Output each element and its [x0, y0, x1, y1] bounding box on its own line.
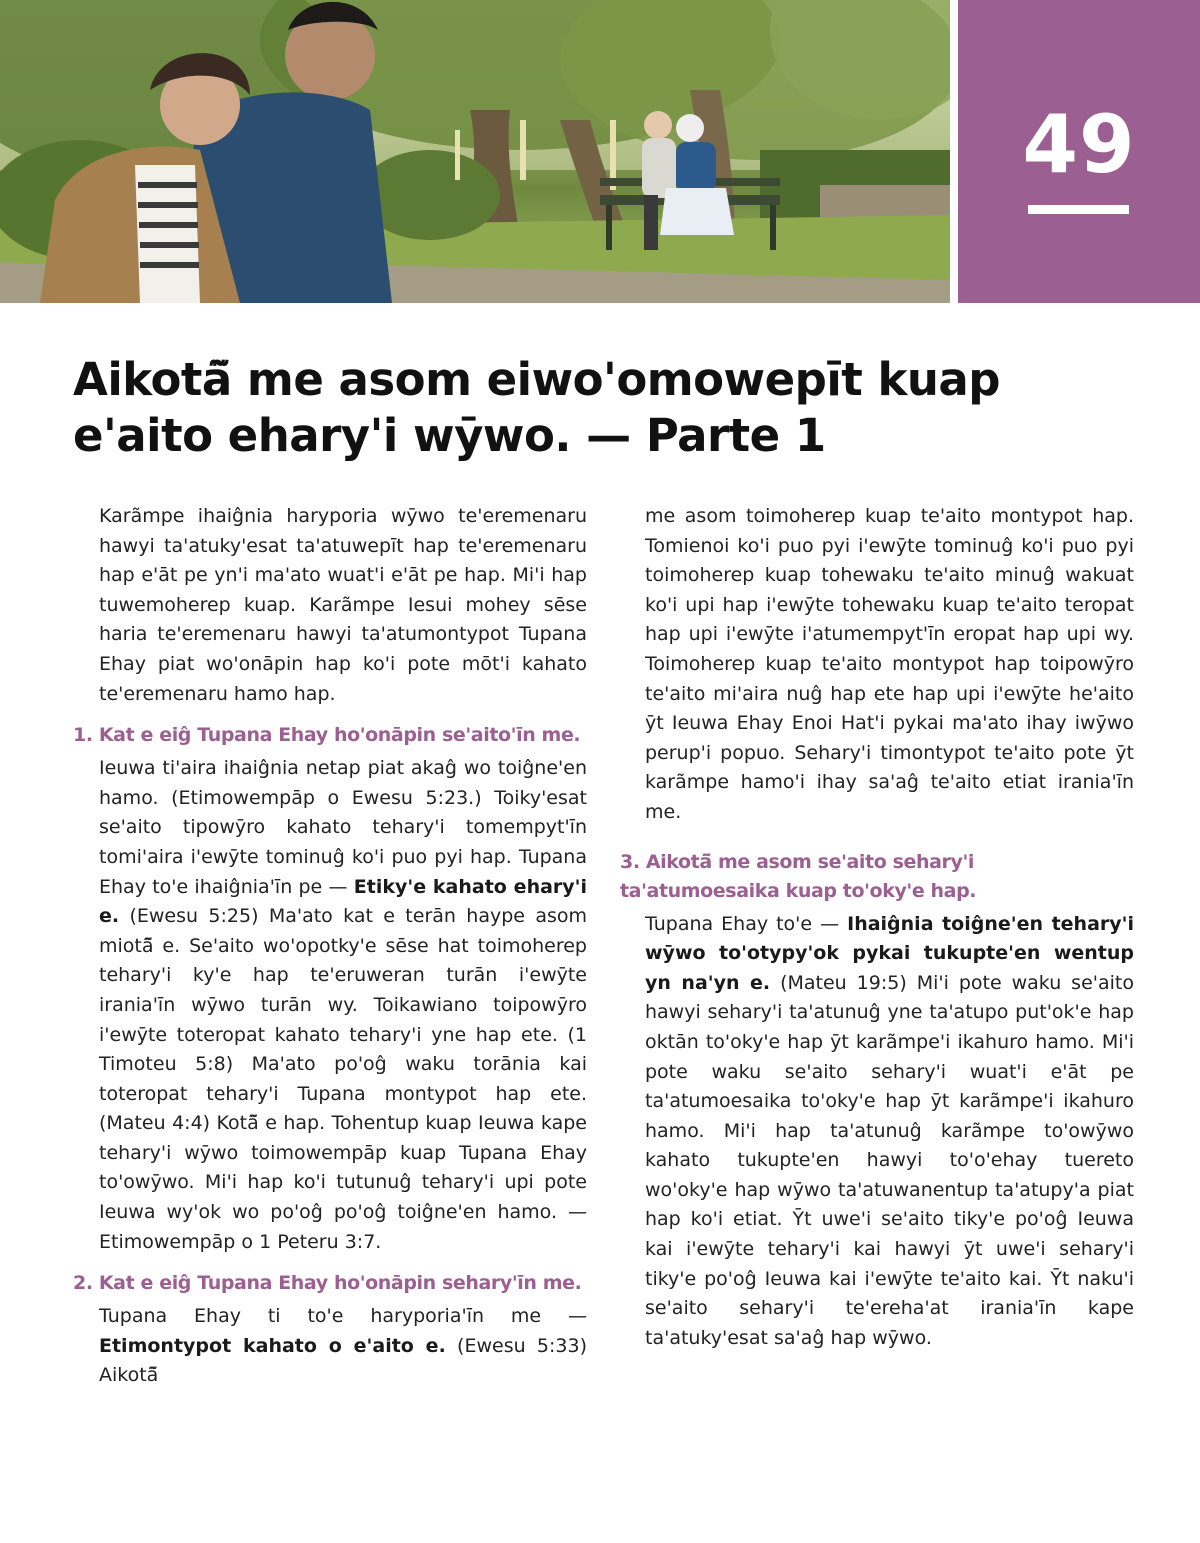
section-2-body-continued: [645, 502, 1134, 828]
page-title: Aikotã̃ me asom eiwo'omowepīt kuap e'aito ehary'i wȳwo. — Parte 1: [73, 353, 1001, 462]
lesson-number-box: [958, 0, 1200, 303]
park-scene-illustration: [0, 0, 950, 303]
section-2-text-b-start: (Ewesu 5:33) Aikotã̃: [99, 1334, 587, 1387]
section-3-text-a: Tupana Ehay to'e —: [645, 912, 840, 935]
left-column: [73, 502, 587, 1391]
section-2-title: Kat e eiĝ Tupana Ehay ho'onāpin sehary'īn me.: [98, 1272, 582, 1295]
intro-paragraph: Karãmpe ihaiĝnia haryporia wȳwo te'eremenaru hawyi ta'atuky'esat ta'atuwepīt hap te'eremenaru hap e'āt pe yn'i ma'ato wuat'i e'āt pe hap. Mi'i hap tuwemoherep kuap. Karãmpe Iesui mohey sēse haria te'eremenaru hawyi ta'atumontypot Tupana Ehay piat wo'onāpin hap ko'i pote mōt'i kahato te'eremenaru hamo hap.: [99, 505, 587, 705]
section-3-title: Aikotã̃ me asom se'aito sehary'i ta'atumoesaika kuap to'oky'e hap.: [620, 850, 977, 902]
section-3-number: 3.: [620, 850, 640, 873]
section-1-title: Kat e eiĝ Tupana Ehay ho'onāpin se'aito'īn me.: [98, 724, 581, 747]
section-2-number: 2.: [73, 1272, 93, 1295]
right-column: [620, 502, 1134, 1353]
section-1-body: [99, 754, 587, 1257]
section-1-text-a: Ieuwa ti'aira ihaiĝnia netap piat akaĝ wo toiĝne'en hamo. (Etimowempāp o Ewesu 5:23.) Toiky'esat se'aito tipowȳro kahato tehary'i tomempyt'īn tomi'aira i'ewȳte tominuĝ ko'i puo pyi hap. Tupana Ehay to'e ihaiĝnia'īn pe —: [99, 757, 587, 898]
lesson-number: 49: [1022, 98, 1136, 191]
section-2-text-a: Tupana Ehay ti to'e haryporia'īn me —: [99, 1305, 587, 1328]
section-3-heading: [620, 848, 1134, 906]
section-3-emphasis: Ihaiĝnia toiĝne'en tehary'i wȳwo to'otypy'ok pykai tukupte'en wentup yn na'yn e.: [645, 912, 1134, 994]
header-photo: [0, 0, 950, 303]
section-1-heading: [73, 721, 587, 750]
section-3-body: [645, 910, 1134, 1354]
section-2-body-start: [99, 1302, 587, 1391]
section-2-emphasis: Etimontypot kahato o e'aito e.: [99, 1334, 446, 1357]
section-3-text-b: (Mateu 19:5) Mi'i pote waku se'aito hawyi sehary'i ta'atunuĝ yne ta'atupo put'ok'e hap oktān to'oky'e hap ȳt karãmpe'i ikahuro hamo. Mi'i pote waku se'aito sehary'i wuat'i e'āt pe ta'atumoesaika to'oky'e hap ȳt karãmpe'i ikahuro hamo. Mi'i hap ta'atunuĝ karãmpe to'owȳwo kahato tukupte'en hawyi to'o'ehay tuereto wo'oky'e hap wȳwo ta'atuwanentup ta'atupy'a piat hap ko'i etiat. Ȳt uwe'i se'aito tiky'e po'oĝ Ieuwa kai i'ewȳte tehary'i kai hawyi ȳt uwe'i sehary'i tiky'e po'oĝ Ieuwa kai i'ewȳte te'aito kai. Ȳt naku'i se'aito sehary'i te'ereha'at irania'īn kape ta'atuky'esat sa'aĝ hap wȳwo.: [645, 971, 1134, 1349]
section-1-number: 1.: [73, 724, 93, 747]
section-1-text-b: (Ewesu 5:25) Ma'ato kat e terān haype asom miotã̃ e. Se'aito wo'opotky'e sēse hat toimoherep tehary'i ky'e hap te'eruweran turān i'ewȳte irania'īn wȳwo turān wy. Toikawiano toipowȳro i'ewȳte toteropat kahato tehary'i yne hap ete. (1 Timoteu 5:8) Ma'ato po'oĝ waku torānia kai toteropat tehary'i Tupana montypot hap ete. (Mateu 4:4) Kotã̃ e hap. Tohentup kuap Ieuwa kape tehary'i wȳwo toimowempāp kuap Tupana Ehay to'owȳwo. Mi'i hap ko'i tutunuĝ tehary'i upi pote Ieuwa wy'ok wo po'oĝ po'oĝ toiĝne'en hamo. — Etimowempāp o 1 Peteru 3:7.: [99, 905, 587, 1253]
lesson-number-underline: [1028, 205, 1129, 214]
section-2-text-b-rest: me asom toimoherep kuap te'aito montypot hap. Tomienoi ko'i puo pyi i'ewȳte tominuĝ ko'i puo pyi toimoherep kuap tohewaku te'aito minuĝ wakuat ko'i upi hap i'ewȳte tohewaku kuap te'aito teropat hap upi i'ewȳte i'atumempyt'īn eropat hap upi wy. Toimoherep kuap te'aito montypot hap toipowȳro te'aito mi'aira nuĝ hap ete hap upi i'ewȳte he'aito ȳt Ieuwa Ehay Enoi Hat'i pykai ma'ato ihay iwȳwo perup'i popuo. Sehary'i timontypot te'aito pote ȳt karãmpe hamo'i ihay sa'aĝ te'aito etiat irania'īn me.: [645, 505, 1134, 823]
section-2-heading: [73, 1269, 587, 1298]
section-1-emphasis: Etiky'e kahato ehary'i e.: [99, 875, 588, 928]
